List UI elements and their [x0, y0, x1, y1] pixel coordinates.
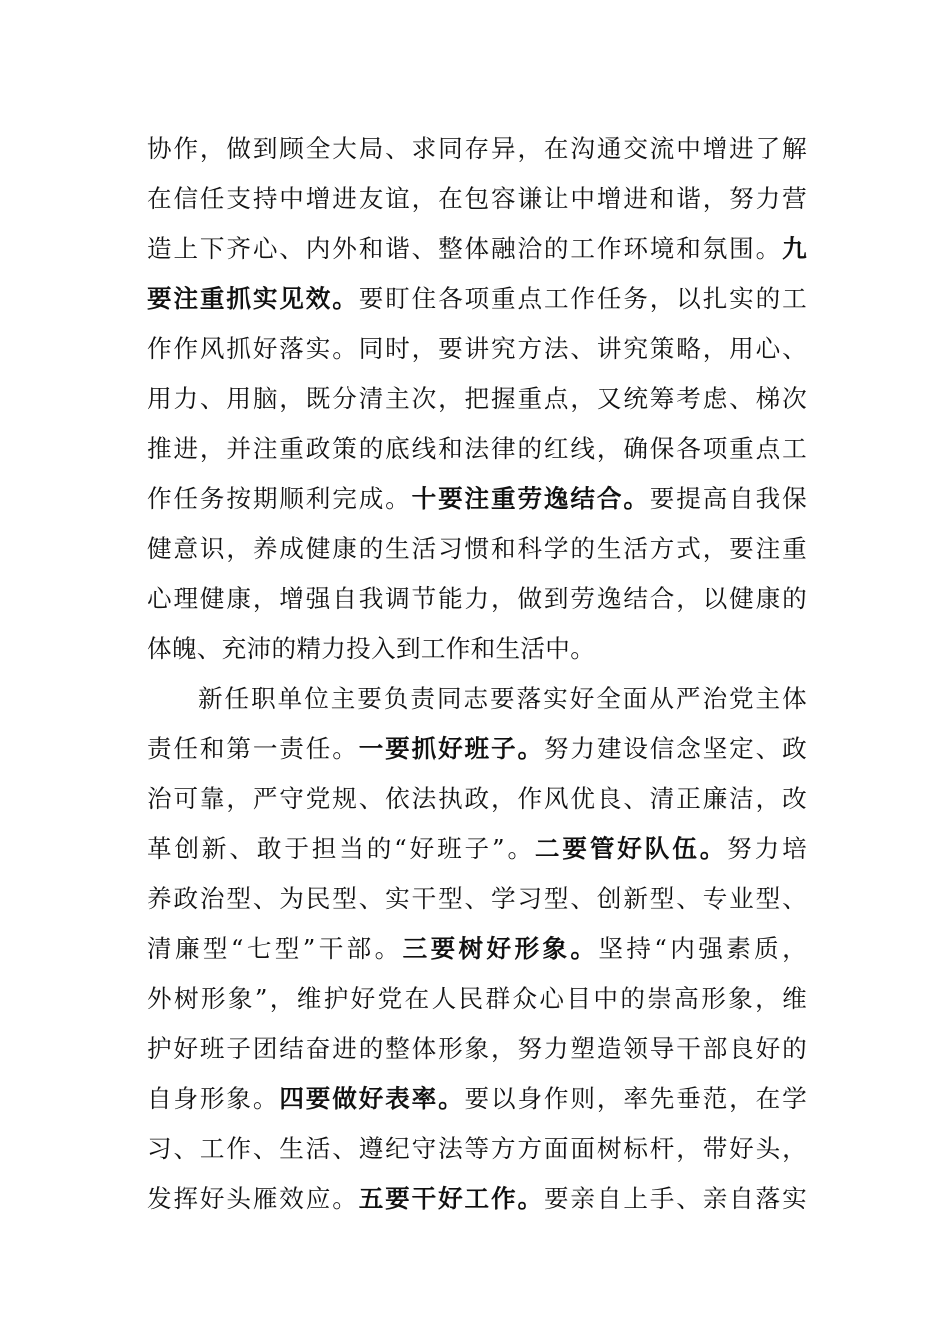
text-segment: 发挥好头雁效应。	[147, 1184, 359, 1213]
text-segment: 要提高自我保	[649, 484, 807, 513]
bold-heading-phrase: 要注重抓实见效。	[147, 284, 359, 313]
text-segment: 要以身作则，率先垂范，在学	[464, 1084, 807, 1113]
text-line	[147, 274, 807, 324]
text-segment: 用力、用脑，既分清主次，把握重点，又统筹考虑、梯次	[147, 384, 807, 413]
bold-heading-phrase: 三要树好形象。	[402, 934, 599, 963]
text-line	[147, 674, 807, 724]
text-segment: 推进，并注重政策的底线和法律的红线，确保各项重点工	[147, 434, 807, 463]
text-segment: 体魄、充沛的精力投入到工作和生活中。	[147, 634, 596, 663]
text-segment: 健意识，养成健康的生活习惯和科学的生活方式，要注重	[147, 534, 807, 563]
text-line	[147, 874, 807, 924]
bold-heading-phrase: 十要注重劳逸结合。	[411, 484, 650, 513]
text-line	[147, 424, 807, 474]
text-segment: 要亲自上手、亲自落实	[543, 1184, 807, 1213]
text-segment: 养政治型、为民型、实干型、学习型、创新型、专业型、	[147, 884, 807, 913]
bold-heading-phrase: 五要干好工作。	[358, 1184, 544, 1213]
text-line	[147, 374, 807, 424]
text-segment: 自身形象。	[147, 1084, 280, 1113]
text-line	[147, 924, 807, 974]
text-segment: 心理健康，增强自我调节能力，做到劳逸结合，以健康的	[147, 584, 807, 613]
text-line	[147, 474, 807, 524]
text-segment: 坚持“内强素质，	[598, 934, 807, 963]
text-line	[147, 1024, 807, 1074]
text-segment: 协作，做到顾全大局、求同存异，在沟通交流中增进了解	[147, 134, 807, 163]
text-segment: 在信任支持中增进友谊，在包容谦让中增进和谐，努力营	[147, 184, 807, 213]
bold-heading-phrase: 九	[782, 234, 807, 263]
text-segment: 作作风抓好落实。同时，要讲究方法、讲究策略，用心、	[147, 334, 807, 363]
text-line	[147, 974, 807, 1024]
text-line	[147, 1124, 807, 1174]
text-segment: 作任务按期顺利完成。	[147, 484, 412, 513]
text-line	[147, 774, 807, 824]
text-segment: 造上下齐心、内外和谐、整体融洽的工作环境和氛围。	[147, 234, 783, 263]
text-line	[147, 174, 807, 224]
text-line	[147, 724, 807, 774]
text-line	[147, 824, 807, 874]
text-segment: 新任职单位主要负责同志要落实好全面从严治党主体	[198, 684, 807, 713]
text-segment: 清廉型“七型”干部。	[147, 934, 403, 963]
text-segment: 护好班子团结奋进的整体形象，努力塑造领导干部良好的	[147, 1034, 807, 1063]
bold-heading-phrase: 一要抓好班子。	[358, 734, 544, 763]
text-segment: 努力培	[727, 834, 807, 863]
text-segment: 习、工作、生活、遵纪守法等方方面面树标杆，带好头，	[147, 1134, 807, 1163]
text-segment: 革创新、敢于担当的“好班子”。	[147, 834, 535, 863]
text-line	[147, 124, 807, 174]
text-line	[147, 1074, 807, 1124]
text-line	[147, 324, 807, 374]
text-line	[147, 524, 807, 574]
text-segment: 要盯住各项重点工作任务，以扎实的工	[358, 284, 807, 313]
text-segment: 外树形象”，维护好党在人民群众心目中的崇高形象，维	[147, 984, 807, 1013]
text-line	[147, 624, 807, 674]
text-segment: 治可靠，严守党规、依法执政，作风优良、清正廉洁，改	[147, 784, 807, 813]
text-line	[147, 224, 807, 274]
text-segment: 责任和第一责任。	[147, 734, 359, 763]
text-line	[147, 1174, 807, 1224]
bold-heading-phrase: 四要做好表率。	[279, 1084, 465, 1113]
document-body	[147, 124, 807, 1224]
bold-heading-phrase: 二要管好队伍。	[534, 834, 728, 863]
text-segment: 努力建设信念坚定、政	[543, 734, 807, 763]
text-line	[147, 574, 807, 624]
